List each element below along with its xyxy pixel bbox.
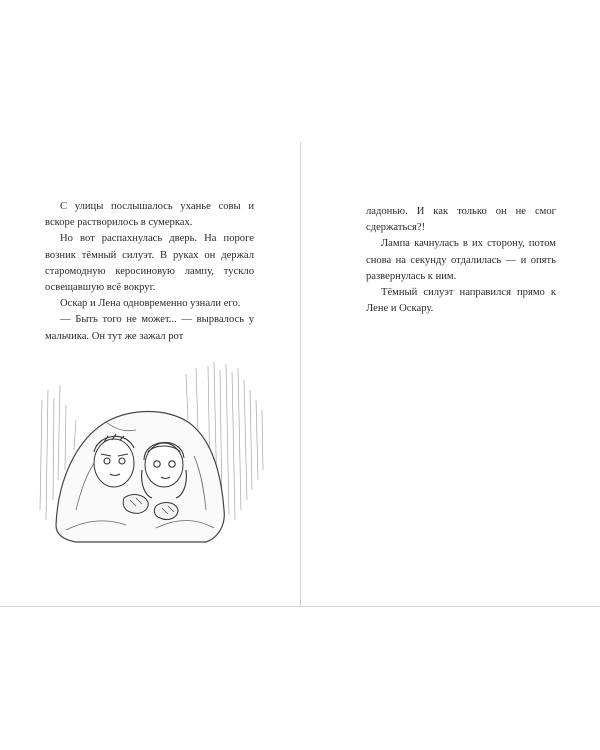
- right-paragraph-1: ладонью. И как только он не смог сдержаться?!: [366, 206, 556, 234]
- right-page-text: [366, 204, 556, 317]
- left-page-text: [45, 199, 254, 345]
- left-paragraph-1: С улицы послышалось уханье совы и вскоре растворилось в сумерках.: [45, 201, 254, 229]
- page-gutter: [300, 142, 301, 606]
- children-under-blanket-illustration: [36, 360, 268, 548]
- left-paragraph-2: Но вот распахнулась дверь. На пороге возник тёмный силуэт. В руках он держал старомодную керосиновую лампу, тускло освещавшую всё вокруг.: [45, 233, 254, 294]
- left-paragraph-4: — Быть того не может... — вырвалось у мальчика. Он тут же зажал рот: [45, 314, 254, 342]
- page-bottom-edge: [0, 606, 600, 607]
- right-paragraph-3: Тёмный силуэт направился прямо к Лене и Оскару.: [366, 287, 556, 315]
- right-paragraph-2: Лампа качнулась в их сторону, потом снова на секунду отдалилась — и опять развернулась к ним.: [366, 238, 556, 282]
- sketch-drawing: [36, 360, 268, 548]
- left-paragraph-3: Оскар и Лена одновременно узнали его.: [60, 298, 241, 310]
